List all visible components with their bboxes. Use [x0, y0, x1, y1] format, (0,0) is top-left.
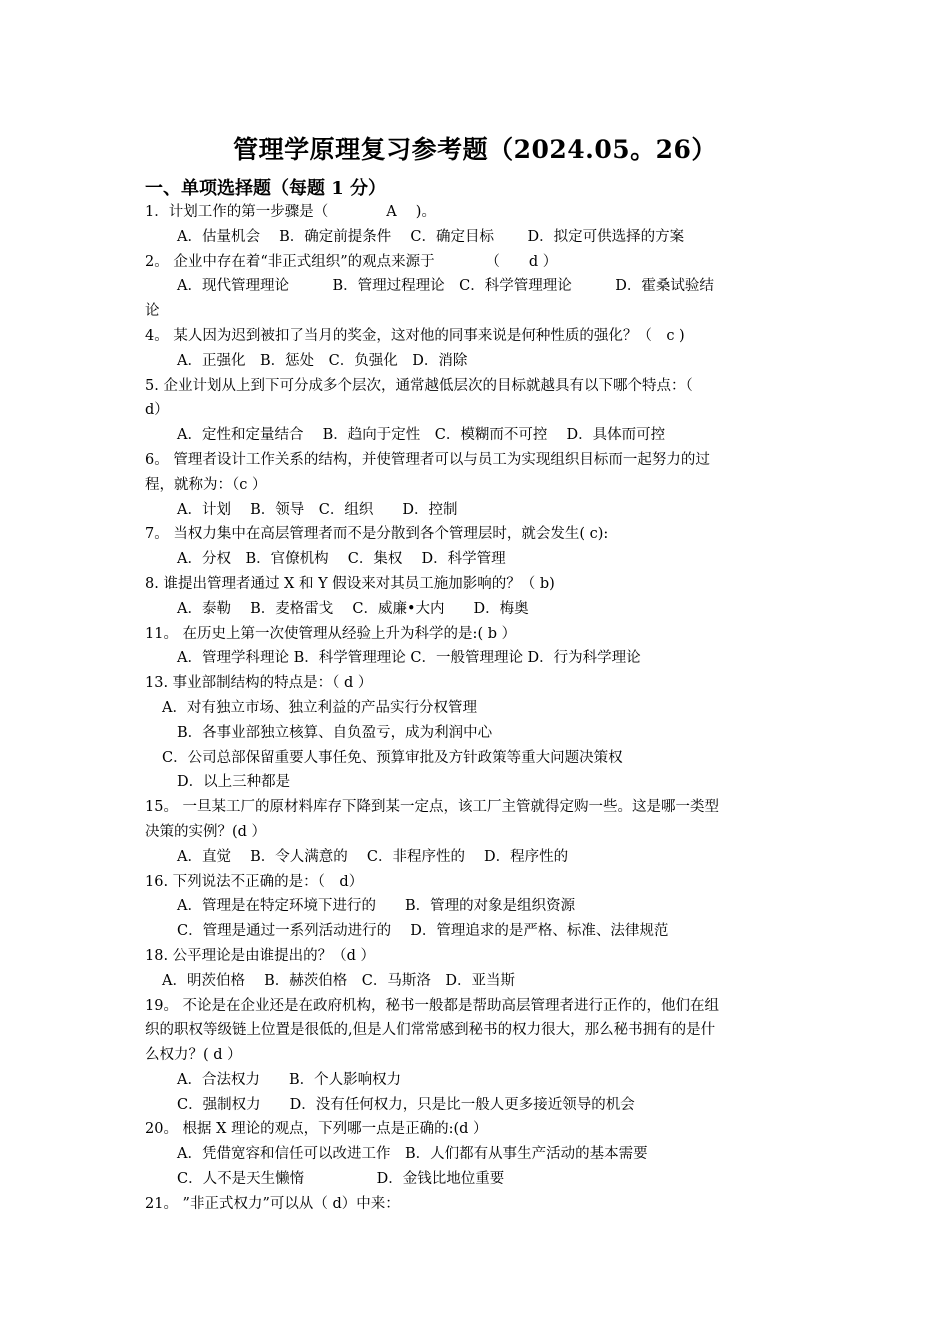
section-heading: 一、单项选择题（每题 1 分） — [145, 178, 387, 199]
option-line: A．现代管理理论 B．管理过程理论 C．科学管理理论 D．霍桑试验结 — [177, 278, 714, 295]
option-line: A．管理学科理论 B．科学管理理论 C．一般管理理论 D．行为科学理论 — [177, 650, 641, 667]
question-line: 2。 企业中存在着“非正式组织”的观点来源于 （ d ） — [145, 253, 558, 270]
question-continuation: 织的职权等级链上位置是很低的,但是人们常常感到秘书的权力很大，那么秘书拥有的是什 — [145, 1022, 716, 1039]
option-line: A．定性和定量结合 B．趋向于定性 C．模糊而不可控 D．具体而可控 — [177, 427, 666, 444]
option-line: A．对有独立市场、独立利益的产品实行分权管理 — [162, 699, 477, 716]
question-line: 11。 在历史上第一次使管理从经验上升为科学的是:( b ） — [145, 625, 517, 642]
question-line: 18. 公平理论是由谁提出的？（d ） — [145, 947, 376, 964]
option-line: A．凭借宽容和信任可以改进工作 B．人们都有从事生产活动的基本需要 — [177, 1146, 648, 1163]
document-title: 管理学原理复习参考题（2024.05。26） — [233, 135, 717, 164]
option-line: A．合法权力 B．个人影响权力 — [177, 1071, 402, 1088]
option-line: A．分权 B．官僚机构 C．集权 D．科学管理 — [177, 551, 506, 568]
question-line: 15。 一旦某工厂的原材料库存下降到某一定点，该工厂主管就得定购一些。这是哪一类型 — [145, 799, 720, 816]
question-list — [145, 200, 810, 1217]
question-line: 4。 某人因为迟到被扣了当月的奖金，这对他的同事来说是何种性质的强化？（ c ) — [145, 327, 685, 344]
option-line: C．管理是通过一系列活动进行的 D．管理追求的是严格、标准、法律规范 — [177, 923, 669, 940]
question-continuation: 决策的实例？(d ） — [145, 823, 267, 840]
option-line: D．以上三种都是 — [177, 774, 291, 791]
question-line: 13. 事业部制结构的特点是：（ d ） — [145, 675, 373, 692]
question-line: 20。 根据 X 理论的观点，下列哪一点是正确的:(d ） — [145, 1121, 488, 1138]
question-continuation: d） — [145, 402, 169, 419]
option-line: A．泰勒 B．麦格雷戈 C．威廉•大内 D．梅奥 — [177, 600, 529, 617]
question-continuation: 么权力？( d ） — [145, 1047, 242, 1064]
option-line: C．公司总部保留重要人事任免、预算审批及方针政策等重大问题决策权 — [162, 749, 623, 766]
option-line: A．计划 B．领导 C．组织 D．控制 — [177, 501, 458, 518]
question-continuation: 程，就称为：（c ） — [145, 476, 267, 493]
question-line: 6。 管理者设计工作关系的结构，并使管理者可以与员工为实现组织目标而一起努力的过 — [145, 451, 710, 468]
question-line: 21。 ”非正式权力”可以从（ d）中来： — [145, 1195, 400, 1212]
option-line: A．管理是在特定环境下进行的 B．管理的对象是组织资源 — [177, 898, 576, 915]
option-line: A．直觉 B．令人满意的 C．非程序性的 D．程序性的 — [177, 848, 569, 865]
question-line: 7。 当权力集中在高层管理者而不是分散到各个管理层时，就会发生( c): — [145, 526, 609, 543]
question-continuation: 论 — [145, 303, 160, 320]
option-line: B．各事业部独立核算、自负盈亏，成为利润中心 — [177, 724, 493, 741]
option-line: A．正强化 B．惩处 C．负强化 D．消除 — [177, 352, 468, 369]
option-line: A．明茨伯格 B．赫茨伯格 C．马斯洛 D．亚当斯 — [162, 972, 515, 989]
option-line: C．人不是天生懒惰 D．金钱比地位重要 — [177, 1171, 505, 1188]
option-line: A．估量机会 B．确定前提条件 C．确定目标 D．拟定可供选择的方案 — [177, 228, 685, 245]
question-line: 16. 下列说法不正确的是：（ d） — [145, 873, 364, 890]
question-line: 1．计划工作的第一步骤是（ A )。 — [145, 204, 436, 220]
question-line: 5. 企业计划从上到下可分成多个层次，通常越低层次的目标就越具有以下哪个特点：（ — [145, 377, 693, 394]
question-line: 8. 谁提出管理者通过 X 和 Y 假设来对其员工施加影响的？（ b) — [145, 575, 555, 592]
question-line: 19。 不论是在企业还是在政府机构，秘书一般都是帮助高层管理者进行正作的，他们在组 — [145, 997, 720, 1014]
option-line: C．强制权力 D．没有任何权力，只是比一般人更多接近领导的机会 — [177, 1096, 635, 1113]
